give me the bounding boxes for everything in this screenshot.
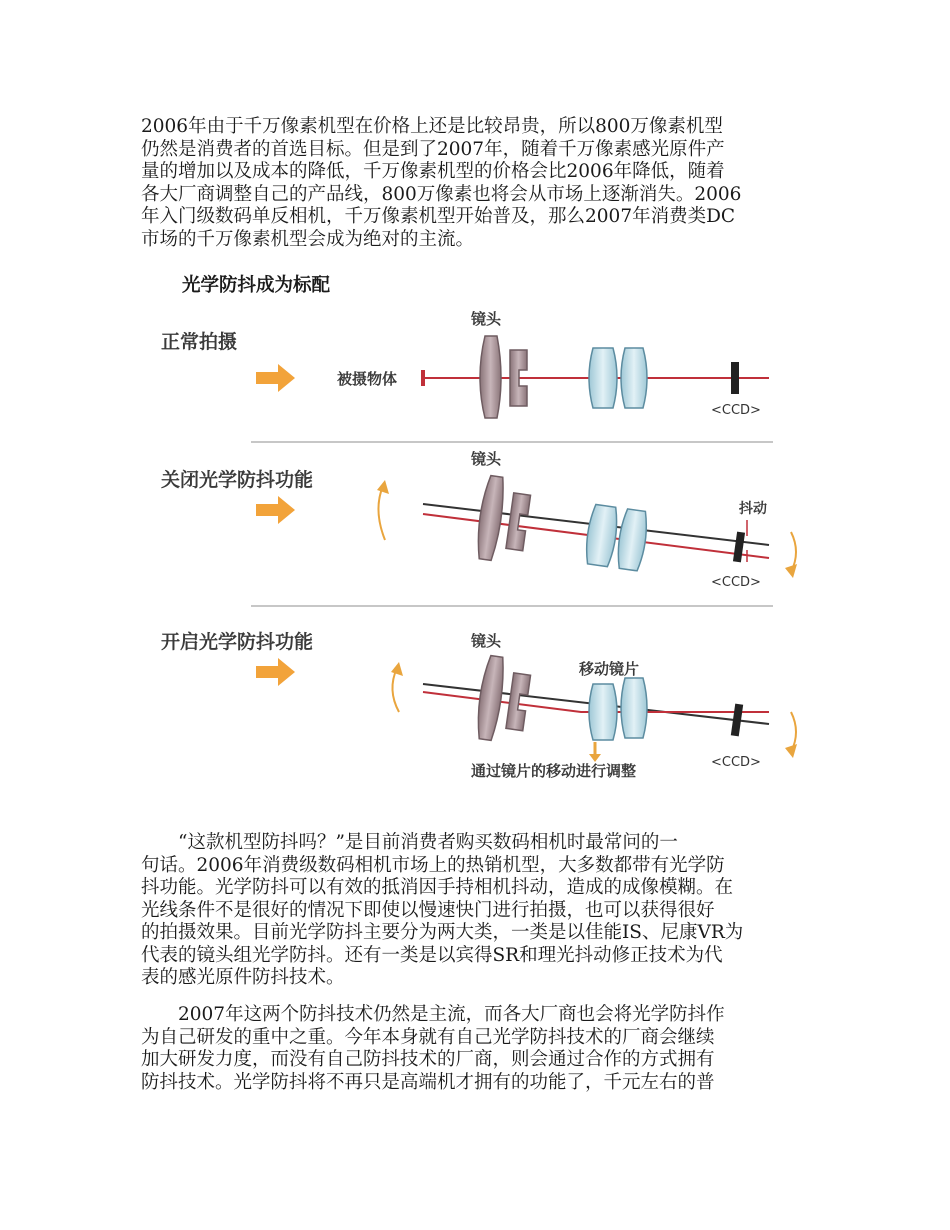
lens-label: 镜头 bbox=[471, 450, 502, 468]
section-heading: 光学防抖成为标配 bbox=[182, 275, 331, 296]
lens-element bbox=[589, 348, 617, 408]
intro-paragraph bbox=[141, 116, 813, 251]
lens-element bbox=[621, 348, 647, 408]
text-line: 表的感光原件防抖技术。 bbox=[141, 967, 345, 988]
text-line: 市场的千万像素机型会成为绝对的主流。 bbox=[141, 228, 475, 250]
text-line: 的拍摄效果。目前光学防抖主要分为两大类，一类是以佳能IS、尼康VR为 bbox=[141, 922, 744, 943]
stabilization-diagram bbox=[141, 300, 813, 805]
text-line: 加大研发力度，而没有自己防抖技术的厂商，则会通过合作的方式拥有 bbox=[141, 1049, 715, 1070]
object-label: 被摄物体 bbox=[337, 370, 398, 388]
panel-title: 开启光学防抖功能 bbox=[161, 631, 314, 653]
panel-title: 正常拍摄 bbox=[161, 331, 238, 353]
panel-stabilization-on bbox=[161, 630, 797, 780]
panel-stabilization-off bbox=[161, 450, 797, 590]
rotation-arrowhead-icon bbox=[391, 662, 403, 676]
body-paragraph bbox=[141, 832, 813, 990]
text-line: 年入门级数码单反相机，千万像素机型开始普及，那么2007年消费类DC bbox=[141, 206, 736, 227]
text-line: 为自己研发的重中之重。今年本身就有自己光学防抖技术的厂商会继续 bbox=[141, 1026, 715, 1048]
text-line: 句话。2006年消费级数码相机市场上的热销机型，大多数都带有光学防 bbox=[141, 854, 725, 876]
adjust-arrowhead-icon bbox=[589, 754, 601, 762]
shake-label: 抖动 bbox=[739, 501, 767, 517]
text-line: 量的增加以及成本的降低，千万像素机型的价格会比2006年降低，随着 bbox=[141, 161, 725, 182]
moving-lens-element bbox=[589, 684, 617, 740]
text-line: 2007年这两个防抖技术仍然是主流，而各大厂商也会将光学防抖作 bbox=[141, 1004, 725, 1025]
orange-arrow-icon bbox=[256, 496, 295, 524]
ccd-sensor bbox=[733, 532, 745, 563]
lens-element bbox=[480, 336, 501, 418]
lens-element bbox=[474, 655, 506, 741]
rotation-arrow-icon bbox=[378, 486, 385, 540]
lens-element bbox=[621, 678, 647, 738]
text-line: “这款机型防抖吗？”是目前消费者购买数码相机时最常问的一 bbox=[141, 832, 678, 853]
moving-lens-label: 移动镜片 bbox=[579, 660, 640, 678]
panel-normal bbox=[161, 310, 769, 418]
text-line: 2006年由于千万像素机型在价格上还是比较昂贵，所以800万像素机型 bbox=[141, 116, 723, 137]
panel-title: 关闭光学防抖功能 bbox=[161, 469, 314, 491]
lens-element bbox=[584, 504, 620, 567]
ccd-label: <CCD> bbox=[711, 575, 761, 590]
lens-label: 镜头 bbox=[471, 632, 502, 650]
rotation-arrowhead-icon bbox=[377, 480, 389, 494]
ccd-label: <CCD> bbox=[711, 755, 761, 770]
body-paragraph bbox=[141, 1004, 813, 1094]
lens-element bbox=[506, 673, 531, 731]
text-line: 抖功能。光学防抖可以有效的抵消因手持相机抖动，造成的成像模糊。在 bbox=[141, 877, 734, 898]
lens-element bbox=[506, 493, 531, 551]
text-line: 各大厂商调整自己的产品线，800万像素也将会从市场上逐渐消失。2006 bbox=[141, 183, 742, 205]
orange-arrow-icon bbox=[256, 364, 295, 392]
rotation-arrow-icon bbox=[392, 668, 399, 712]
rotation-arrowhead-icon bbox=[785, 744, 797, 758]
lens-element bbox=[474, 475, 506, 561]
ccd-label: <CCD> bbox=[711, 403, 761, 418]
rotation-arrowhead-icon bbox=[785, 564, 797, 578]
ccd-sensor bbox=[731, 362, 739, 394]
text-line: 光线条件不是很好的情况下即使以慢速快门进行拍摄，也可以获得很好 bbox=[141, 899, 715, 921]
lens-label: 镜头 bbox=[471, 310, 502, 328]
text-line: 防抖技术。光学防抖将不再只是高端机才拥有的功能了，千元左右的普 bbox=[141, 1071, 715, 1093]
object-marker bbox=[421, 370, 425, 386]
lens-element bbox=[615, 508, 649, 571]
adjust-label: 通过镜片的移动进行调整 bbox=[471, 762, 637, 780]
text-line: 仍然是消费者的首选目标。但是到了2007年，随着千万像素感光原件产 bbox=[141, 138, 725, 160]
text-line: 代表的镜头组光学防抖。还有一类是以宾得SR和理光抖动修正技术为代 bbox=[141, 944, 723, 966]
orange-arrow-icon bbox=[256, 658, 295, 686]
